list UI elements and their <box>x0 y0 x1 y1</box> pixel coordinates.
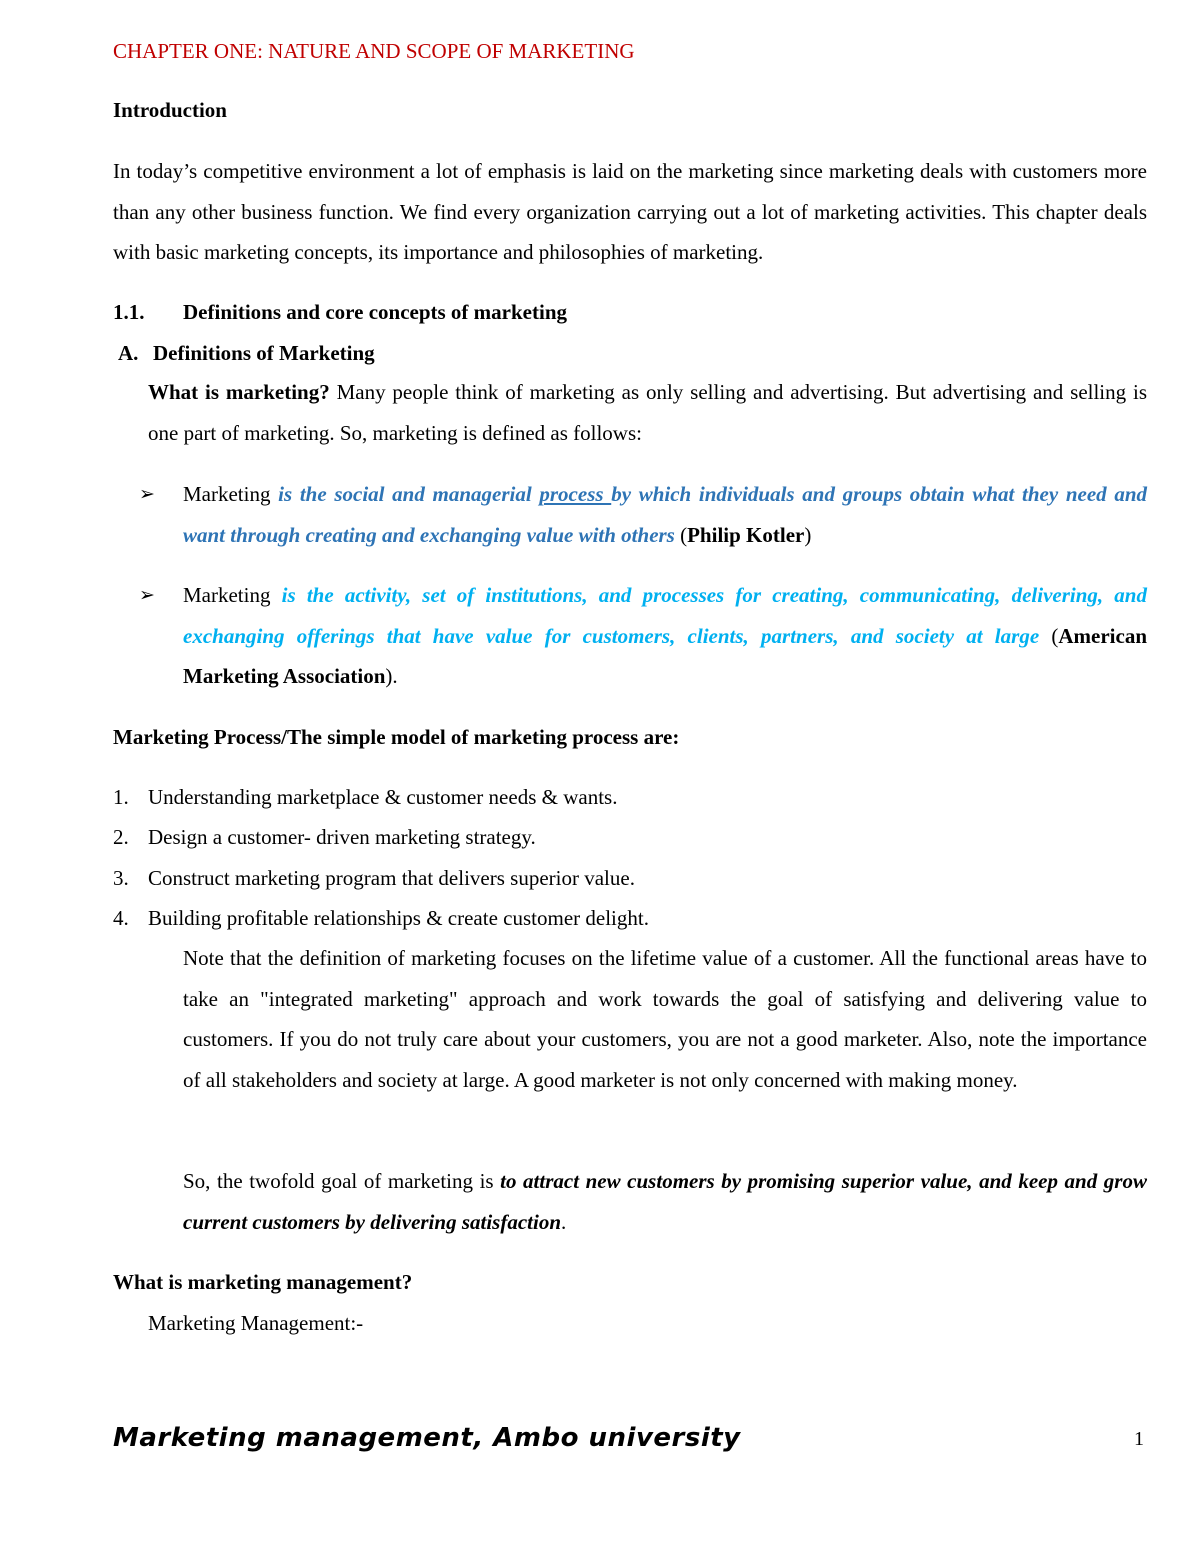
process-heading: Marketing Process/The simple model of marketing process are: <box>113 725 680 749</box>
section-number: 1.1. <box>113 300 145 324</box>
marketing-management-label: Marketing Management:- <box>148 1311 364 1335</box>
definition-kotler-source: Philip Kotler <box>687 522 805 547</box>
arrow-bullet-icon: ➢ <box>139 483 155 505</box>
chapter-title: CHAPTER ONE: NATURE AND SCOPE OF MARKETING <box>113 39 635 63</box>
definition-ama-text <box>183 575 1147 697</box>
process-step-text: Design a customer- driven marketing strategy. <box>148 825 536 849</box>
subsection-heading <box>118 339 1152 367</box>
definition-kotler-text <box>183 474 1147 555</box>
process-step-number: 2. <box>113 825 129 849</box>
subsection-title: Definitions of Marketing <box>153 341 375 365</box>
definition-ama <box>139 575 1147 697</box>
process-step-number: 1. <box>113 785 129 809</box>
twofold-goal-emphasis: to attract new customers by promising superior value, and keep and grow current customers by delivering satisfaction <box>183 1169 1147 1234</box>
process-step-number: 4. <box>113 906 129 930</box>
twofold-goal-lead: So, the twofold goal of marketing is <box>183 1169 501 1193</box>
process-step-text: Understanding marketplace & customer needs & wants. <box>148 785 618 809</box>
definition-ama-open: ( <box>1039 623 1059 648</box>
definition-kotler-open: ( <box>674 522 688 547</box>
intro-heading: Introduction <box>113 98 227 122</box>
definition-kotler <box>139 474 1147 555</box>
definition-ama-close: ). <box>385 664 398 688</box>
footer-title: Marketing management, Ambo university <box>113 1423 741 1453</box>
intro-paragraph: In today’s competitive environment a lot of emphasis is laid on the marketing since marketing deals with customers more than any other business function. We find every organization carrying out a lot of marketing activities. This chapter deals with basic marketing concepts, its importance and philosophies of marketing. <box>113 159 1147 264</box>
twofold-goal-paragraph <box>183 1161 1147 1242</box>
definition-ama-source: American Marketing Association <box>183 623 1147 688</box>
section-heading <box>113 298 1147 326</box>
process-step-number: 3. <box>113 866 129 890</box>
arrow-bullet-icon: ➢ <box>139 584 155 606</box>
definition-kotler-close: ) <box>804 522 812 547</box>
marketing-management-question: What is marketing management? <box>113 1270 413 1294</box>
definition-ama-body: is the activity, set of institutions, and processes for creating, communicating, delivering, and exchanging offerings that have value for customers, clients, partners, and society at large <box>183 583 1147 648</box>
definition-kotler-lead: Marketing <box>183 482 279 506</box>
note-paragraph: Note that the definition of marketing focuses on the lifetime value of a customer. All the functional areas have to take an "integrated marketing" approach and work towards the goal of satisfying and delivering value to customers. If you do not truly care about your customers, you are not a good marketer. Also, note the importance of all stakeholders and society at large. A good marketer is not only concerned with making money. <box>183 946 1147 1092</box>
page-number: 1 <box>1134 1428 1144 1450</box>
what-is-marketing-question: What is marketing? <box>148 380 330 404</box>
twofold-goal-end: . <box>561 1209 567 1234</box>
definition-kotler-part2: by which individuals and groups obtain what they need and want through creating and exchanging value with others <box>183 482 1148 547</box>
what-is-marketing-text: Many people think of marketing as only selling and advertising. But advertising and selling is one part of marketing. So, marketing is defined as follows: <box>148 380 1148 445</box>
process-step-text: Building profitable relationships & create customer delight. <box>148 906 649 930</box>
definition-kotler-underlined: process <box>539 482 612 506</box>
definition-ama-lead: Marketing <box>183 583 282 607</box>
what-is-marketing-paragraph <box>148 372 1147 453</box>
process-step-text: Construct marketing program that delivers superior value. <box>148 866 635 890</box>
definition-kotler-part1: is the social and managerial <box>278 482 540 506</box>
subsection-letter: A. <box>118 341 139 365</box>
section-title: Definitions and core concepts of marketing <box>183 300 567 324</box>
